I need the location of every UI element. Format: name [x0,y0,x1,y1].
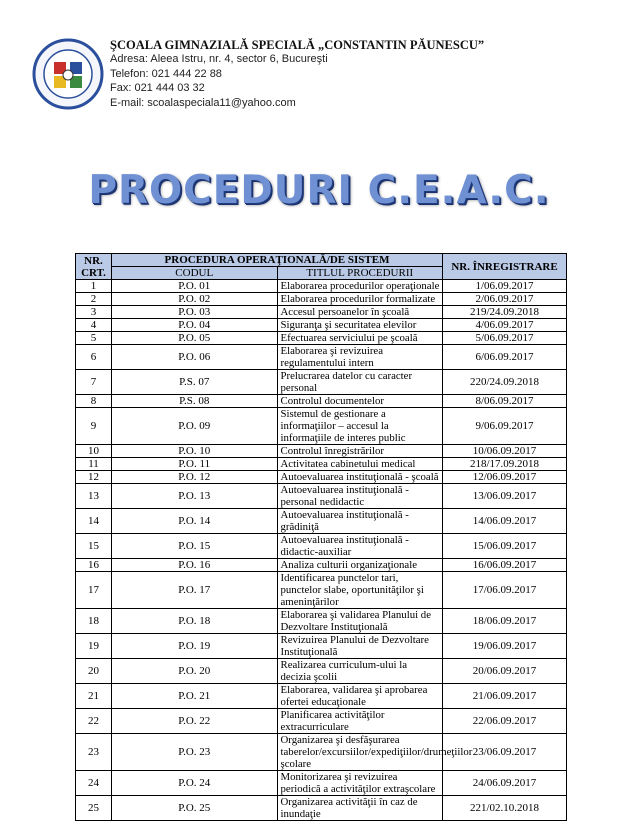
procedure-title: Prelucrarea datelor cu caracter personal [277,370,443,395]
row-number: 8 [76,395,112,408]
row-number: 12 [76,471,112,484]
table-row [76,471,567,484]
procedure-title: Activitatea cabinetului medical [277,458,443,471]
registration-number: 8/06.09.2017 [443,395,567,408]
procedure-title: Organizarea activităţii în caz de inundaţie [277,796,443,821]
procedure-code: P.O. 13 [112,484,278,509]
school-address: Adresa: Aleea Istru, nr. 4, sector 6, Bucureşti [110,53,328,65]
row-number: 24 [76,771,112,796]
procedure-title: Autoevaluarea instituţională - didactic-auxiliar [277,534,443,559]
procedure-code: P.S. 07 [112,370,278,395]
letterhead [32,38,612,118]
row-number: 2 [76,293,112,306]
table-row [76,458,567,471]
table-body [76,280,567,821]
table-row [76,684,567,709]
table-row [76,445,567,458]
registration-number: 4/06.09.2017 [443,319,567,332]
procedure-title: Elaborarea şi validarea Planului de Dezvoltare Instituţională [277,609,443,634]
school-phone: Telefon: 021 444 22 88 [110,67,222,80]
procedure-code: P.O. 18 [112,609,278,634]
row-number: 15 [76,534,112,559]
registration-number: 10/06.09.2017 [443,445,567,458]
procedure-title: Elaborarea, validarea şi aprobarea ofertei educaţionale [277,684,443,709]
procedure-title: Accesul persoanelor în şcoală [277,306,443,319]
row-number: 16 [76,559,112,572]
procedure-title: Monitorizarea şi revizuirea periodică a activităţilor extraşcolare [277,771,443,796]
school-email: E-mail: scoalaspeciala11@yahoo.com [110,96,296,109]
row-number: 10 [76,445,112,458]
registration-number: 5/06.09.2017 [443,332,567,345]
procedure-title: Organizarea şi desfăşurarea taberelor/excursiilor/expediţiilor/drumeţiilor şcolare [277,734,443,771]
procedures-table [75,253,567,821]
row-number: 11 [76,458,112,471]
registration-number: 18/06.09.2017 [443,609,567,634]
procedure-title: Siguranţa şi securitatea elevilor [277,319,443,332]
procedure-code: P.O. 12 [112,471,278,484]
col-header-code: CODUL [112,267,278,280]
procedure-code: P.O. 17 [112,572,278,609]
table-row [76,659,567,684]
registration-number: 23/06.09.2017 [443,734,567,771]
registration-number: 221/02.10.2018 [443,796,567,821]
table-row [76,370,567,395]
row-number: 17 [76,572,112,609]
procedure-title: Autoevaluarea instituţională - grădiniţă [277,509,443,534]
procedure-code: P.O. 03 [112,306,278,319]
row-number: 7 [76,370,112,395]
procedure-title: Elaborarea procedurilor formalizate [277,293,443,306]
table-row [76,609,567,634]
procedure-code: P.O. 04 [112,319,278,332]
registration-number: 24/06.09.2017 [443,771,567,796]
row-number: 5 [76,332,112,345]
registration-number: 19/06.09.2017 [443,634,567,659]
col-header-group: PROCEDURA OPERAŢIONALĂ/DE SISTEM [112,254,443,267]
procedure-code: P.O. 06 [112,345,278,370]
registration-number: 15/06.09.2017 [443,534,567,559]
col-header-nr: NR. CRT. [76,254,112,280]
table-row [76,345,567,370]
procedure-title: Realizarea curriculum-ului la decizia şcolii [277,659,443,684]
procedure-title: Planificarea activităţilor extracurriculare [277,709,443,734]
col-header-title: TITLUL PROCEDURII [277,267,443,280]
row-number: 23 [76,734,112,771]
procedure-code: P.O. 20 [112,659,278,684]
table-row [76,734,567,771]
procedure-title: Efectuarea serviciului pe şcoală [277,332,443,345]
procedure-code: P.O. 11 [112,458,278,471]
registration-number: 14/06.09.2017 [443,509,567,534]
registration-number: 20/06.09.2017 [443,659,567,684]
table-row [76,293,567,306]
table-row [76,484,567,509]
row-number: 22 [76,709,112,734]
row-number: 20 [76,659,112,684]
registration-number: 219/24.09.2018 [443,306,567,319]
row-number: 19 [76,634,112,659]
procedure-code: P.O. 05 [112,332,278,345]
table-row [76,408,567,445]
procedure-code: P.O. 25 [112,796,278,821]
school-logo [32,38,104,110]
procedure-code: P.O. 10 [112,445,278,458]
table-row [76,534,567,559]
procedure-code: P.O. 02 [112,293,278,306]
table-row [76,709,567,734]
procedure-code: P.S. 08 [112,395,278,408]
procedure-code: P.O. 23 [112,734,278,771]
procedure-title: Controlul înregistrărilor [277,445,443,458]
procedure-title: Revizuirea Planului de Dezvoltare Instituţională [277,634,443,659]
row-number: 25 [76,796,112,821]
row-number: 13 [76,484,112,509]
table-row [76,332,567,345]
row-number: 9 [76,408,112,445]
registration-number: 9/06.09.2017 [443,408,567,445]
registration-number: 17/06.09.2017 [443,572,567,609]
registration-number: 2/06.09.2017 [443,293,567,306]
procedure-code: P.O. 09 [112,408,278,445]
row-number: 3 [76,306,112,319]
table-row [76,559,567,572]
registration-number: 21/06.09.2017 [443,684,567,709]
procedure-title: Autoevaluarea instituţională - personal nedidactic [277,484,443,509]
registration-number: 12/06.09.2017 [443,471,567,484]
procedure-code: P.O. 19 [112,634,278,659]
registration-number: 220/24.09.2018 [443,370,567,395]
school-name: ŞCOALA GIMNAZIALĂ SPECIALĂ „CONSTANTIN PĂUNESCU” [110,38,485,52]
procedures-table-container [75,253,567,821]
procedure-title: Controlul documentelor [277,395,443,408]
table-row [76,796,567,821]
procedure-code: P.O. 22 [112,709,278,734]
row-number: 21 [76,684,112,709]
table-row [76,306,567,319]
col-header-reg: NR. ÎNREGISTRARE [443,254,567,280]
table-row [76,319,567,332]
table-row [76,771,567,796]
procedure-title: Autoevaluarea instituţională - şcoală [277,471,443,484]
table-row [76,395,567,408]
document-title: PROCEDURI C.E.A.C. [88,168,550,213]
row-number: 18 [76,609,112,634]
row-number: 4 [76,319,112,332]
registration-number: 16/06.09.2017 [443,559,567,572]
school-fax: Fax: 021 444 03 32 [110,82,205,94]
row-number: 14 [76,509,112,534]
procedure-title: Sistemul de gestionare a informaţiilor – accesul la informaţiile de interes public [277,408,443,445]
registration-number: 6/06.09.2017 [443,345,567,370]
procedure-code: P.O. 16 [112,559,278,572]
procedure-code: P.O. 01 [112,280,278,293]
registration-number: 1/06.09.2017 [443,280,567,293]
table-row [76,634,567,659]
procedure-code: P.O. 14 [112,509,278,534]
row-number: 6 [76,345,112,370]
procedure-title: Elaborarea şi revizuirea regulamentului intern [277,345,443,370]
registration-number: 13/06.09.2017 [443,484,567,509]
procedure-title: Elaborarea procedurilor operaţionale [277,280,443,293]
procedure-title: Identificarea punctelor tari, punctelor slabe, oportunităţilor şi ameninţărilor [277,572,443,609]
row-number: 1 [76,280,112,293]
procedure-title: Analiza culturii organizaţionale [277,559,443,572]
table-row [76,280,567,293]
procedure-code: P.O. 15 [112,534,278,559]
registration-number: 22/06.09.2017 [443,709,567,734]
table-row [76,572,567,609]
procedure-code: P.O. 24 [112,771,278,796]
registration-number: 218/17.09.2018 [443,458,567,471]
table-row [76,509,567,534]
procedure-code: P.O. 21 [112,684,278,709]
